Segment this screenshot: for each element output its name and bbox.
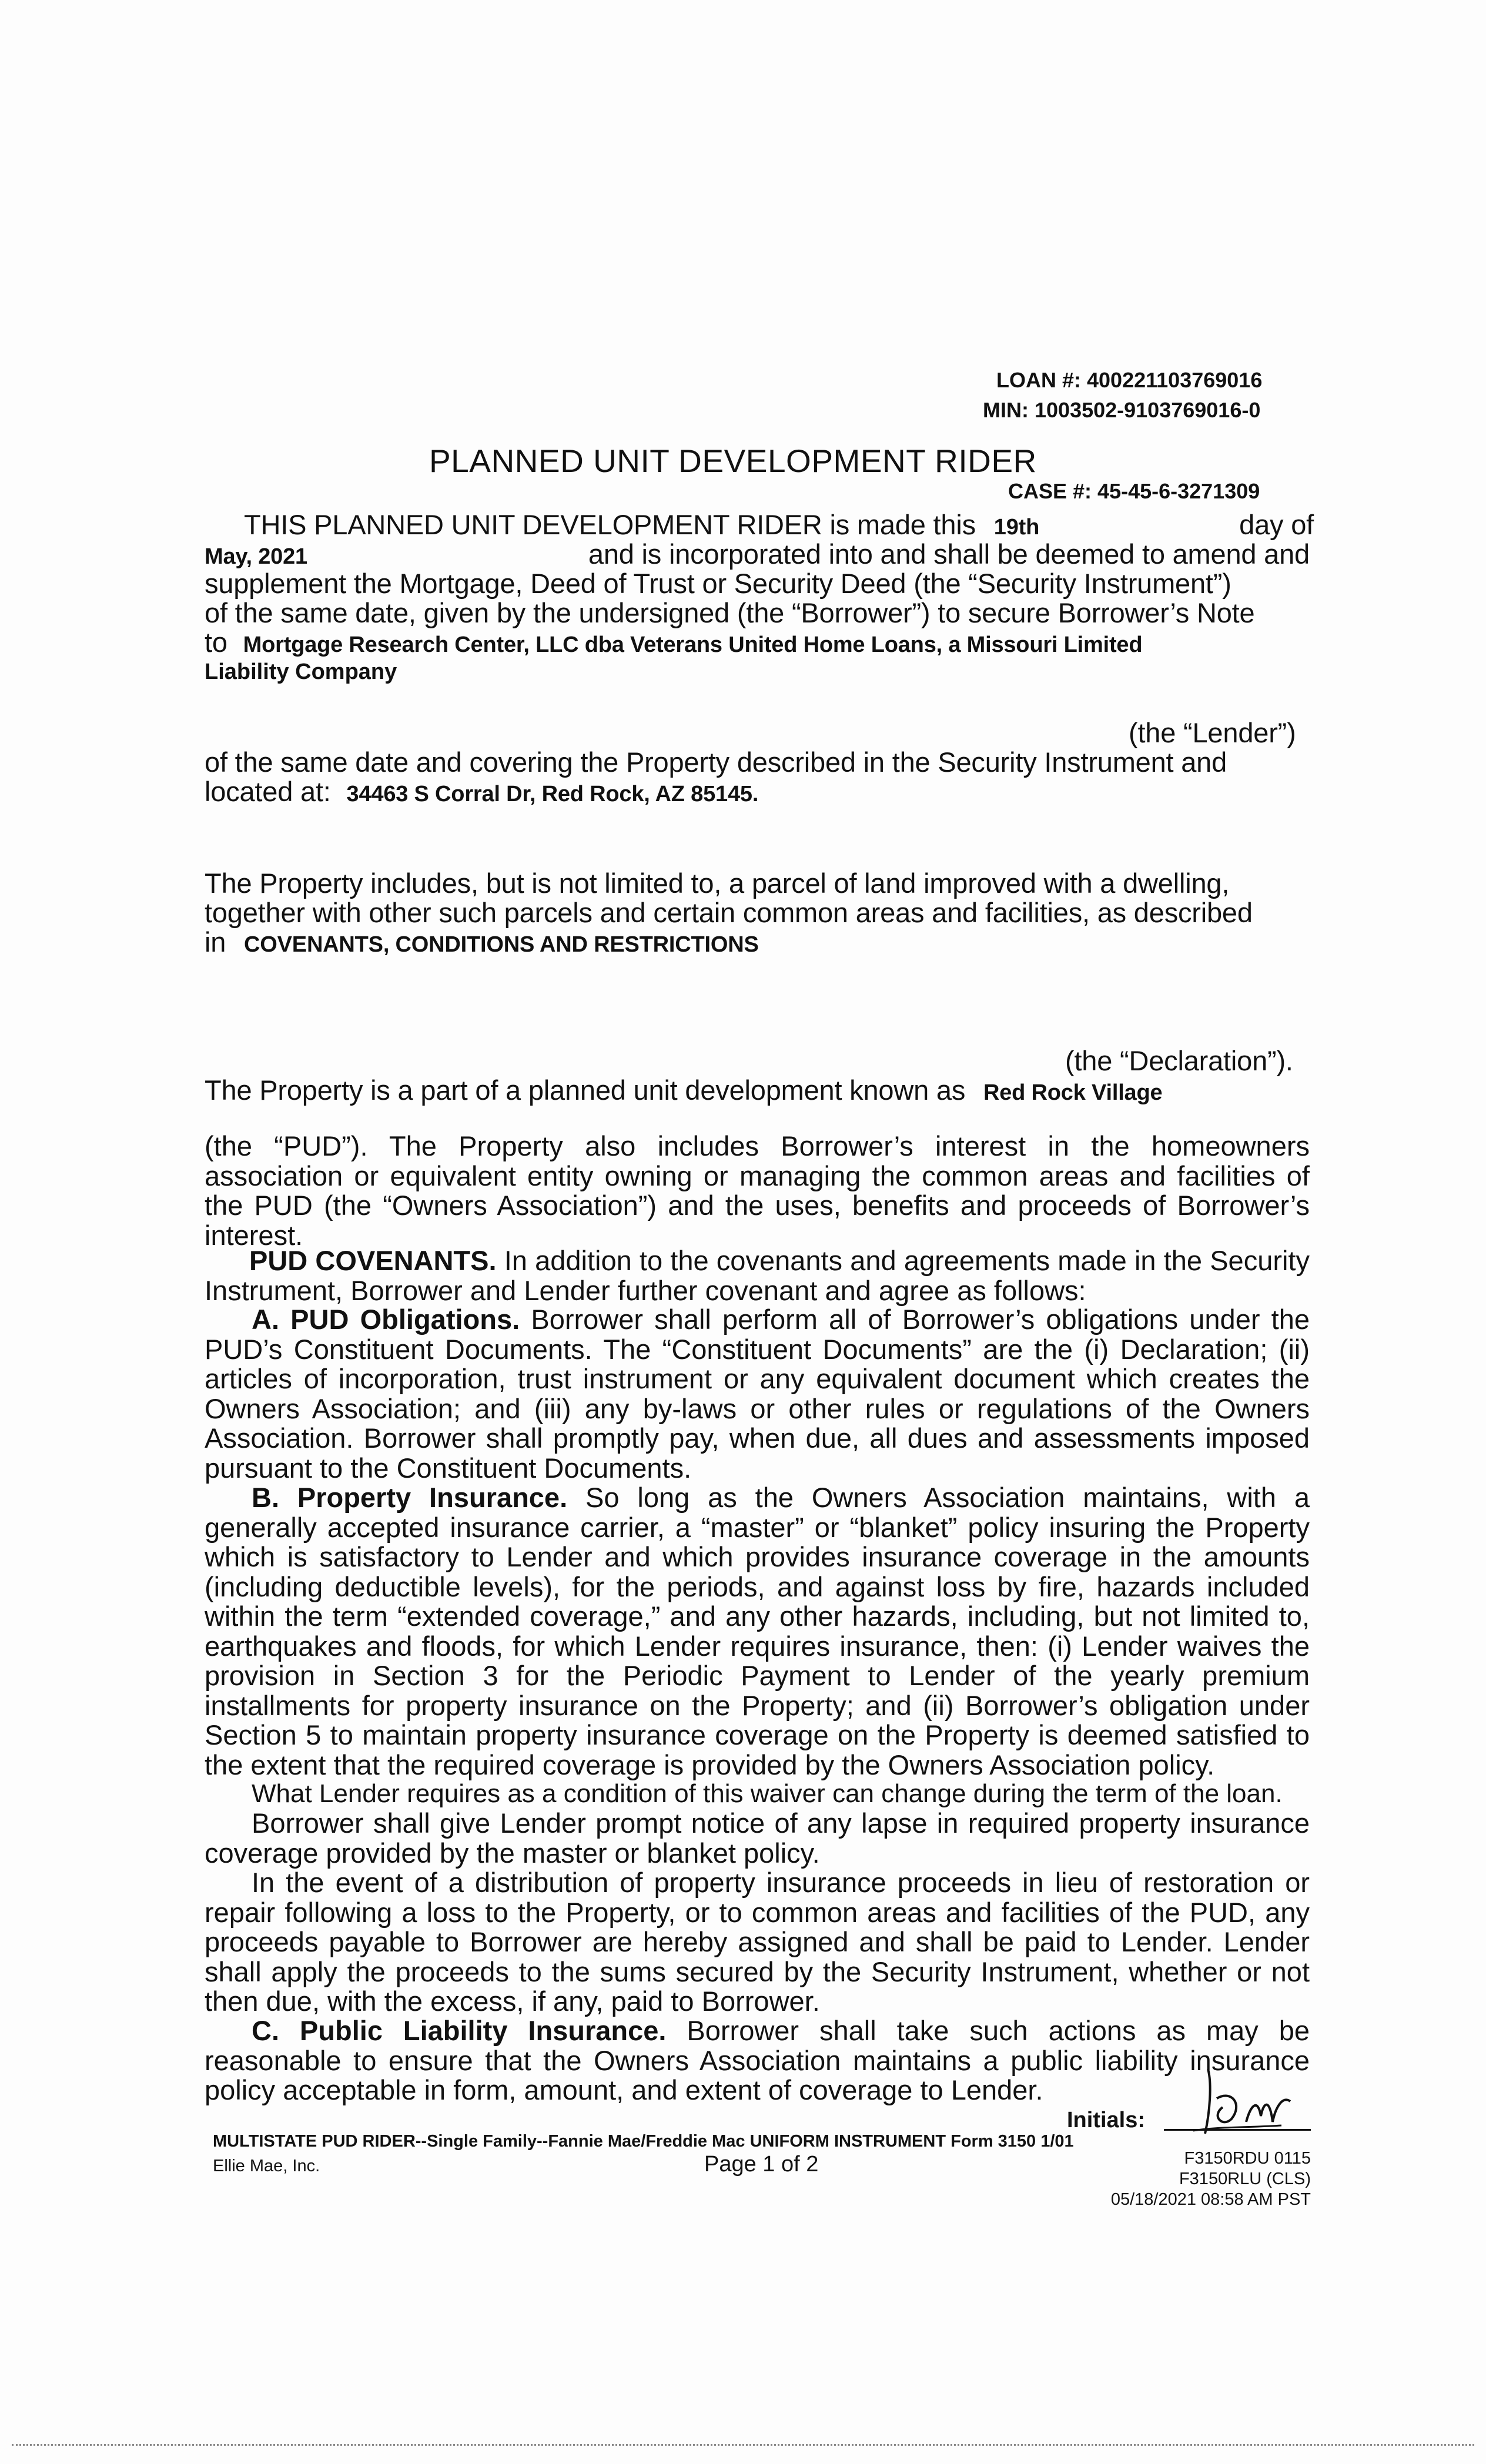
- pud-name: Red Rock Village: [983, 1080, 1163, 1105]
- intro-line-2: [205, 540, 1310, 571]
- intro-line-2-text: and is incorporated into and shall be deemed to amend and: [588, 538, 1310, 570]
- covenants-heading: PUD COVENANTS.: [249, 1245, 497, 1276]
- intro-line-1: [244, 510, 1314, 542]
- address-line: [205, 777, 1310, 809]
- lender-name-1: Mortgage Research Center, LLC dba Veterans United Home Loans, a Missouri Limited: [243, 632, 1143, 657]
- section-a-text: Borrower shall perform all of Borrower’s obligations under the PUD’s Constituent Documents. The “Constituent Documents” are the (i) Declaration; (ii) articles of incorporation, trust instrument or any equivalent document which creates the Owners Association; and (iii) any by-laws or other rules or regulations of the Owners Association. Borrower shall promptly pay, when due, all dues and assessments imposed pursuant to the Constituent Documents.: [205, 1304, 1310, 1484]
- section-c-heading: C. Public Liability Insurance.: [252, 2015, 667, 2046]
- lender-line: [205, 628, 1310, 659]
- form-line: MULTISTATE PUD RIDER--Single Family--Fannie Mae/Freddie Mac UNIFORM INSTRUMENT Form 3150 1/01: [213, 2132, 1074, 2151]
- covenants-intro: [205, 1246, 1310, 1305]
- section-b-text: So long as the Owners Association maintains, with a generally accepted insurance carrier, a “master” or “blanket” policy insuring the Property which is satisfactory to Lender and which provides insurance coverage in the amounts (including deductible levels), for the periods, and against loss by fire, hazards included within the term “extended coverage,” and any other hazards, including, but not limited to, earthquakes and floods, for which Lender requires insurance, then: (i) Lender waives the provision in Section 3 for the Periodic Payment to Lender of the yearly premium installments for property insurance on the Property; and (ii) Borrower’s obligation under Section 5 to maintain property insurance coverage on the Property is deemed satisfied to the extent that the required coverage is provided by the Owners Association policy.: [205, 1482, 1310, 1780]
- day-value: 19th: [993, 515, 1040, 540]
- to-label: to: [205, 627, 227, 658]
- intro-text: THIS PLANNED UNIT DEVELOPMENT RIDER is made this: [244, 509, 976, 540]
- loan-number: 400221103769016: [1087, 368, 1263, 392]
- section-b-heading: B. Property Insurance.: [252, 1482, 568, 1513]
- min-label: MIN:: [983, 398, 1029, 422]
- min-number: 1003502-9103769016-0: [1035, 398, 1261, 422]
- scan-edge-artifact: [12, 2444, 1474, 2446]
- case-number: 45-45-6-3271309: [1097, 479, 1260, 503]
- section-b-proceeds: In the event of a distribution of property insurance proceeds in lieu of restoration or repair following a loss to the Property, or to common areas and facilities of the PUD, any proceeds payable to Borrower are hereby assigned and shall be paid to Lender. Lender shall apply the proceeds to the sums secured by the Security Instrument, whether or not then due, with the excess, if any, paid to Borrower.: [205, 1867, 1310, 2017]
- initials-label: Initials:: [1067, 2108, 1146, 2132]
- vendor-name: Ellie Mae, Inc.: [213, 2157, 320, 2175]
- form-code-2: F3150RLU (CLS): [1179, 2170, 1311, 2188]
- section-a: [205, 1305, 1310, 1483]
- print-timestamp: 05/18/2021 08:58 AM PST: [1110, 2190, 1311, 2209]
- declaration-document: COVENANTS, CONDITIONS AND RESTRICTIONS: [244, 932, 759, 957]
- pud-paragraph: (the “PUD”). The Property also includes Borrower’s interest in the homeowners association or equivalent entity owning or managing the common areas and facilities of the PUD (the “Owners Association”) and the uses, benefits and proceeds of Borrower’s interest.: [205, 1130, 1310, 1251]
- page-title: PLANNED UNIT DEVELOPMENT RIDER: [429, 443, 1037, 479]
- property-line-1: The Property includes, but is not limited to, a parcel of land improved with a dwelling,: [205, 868, 1230, 899]
- intro-line-3: supplement the Mortgage, Deed of Trust or Security Deed (the “Security Instrument”): [205, 568, 1231, 599]
- month-year-value: May, 2021: [205, 544, 307, 569]
- form-code-1: F3150RDU 0115: [1184, 2149, 1311, 2168]
- section-a-heading: A. PUD Obligations.: [252, 1304, 520, 1335]
- section-c-text: Borrower shall take such actions as may be reasonable to ensure that the Owners Association maintains a public liability insurance policy acceptable in form, amount, and extent of coverage to Lender.: [205, 2015, 1310, 2105]
- case-label: CASE #:: [1008, 479, 1092, 503]
- declaration-line: [205, 928, 1310, 959]
- intro-line-4: of the same date, given by the undersigned (the “Borrower”) to secure Borrower’s Note: [205, 597, 1255, 628]
- located-label: located at:: [205, 776, 331, 807]
- section-b-notice: Borrower shall give Lender prompt notice of any lapse in required property insurance coverage provided by the master or blanket policy.: [205, 1807, 1310, 1869]
- lender-label: (the “Lender”): [1129, 717, 1296, 748]
- section-b-waiver: What Lender requires as a condition of this waiver can change during the term of the loan.: [252, 1779, 1283, 1808]
- section-c: [205, 2016, 1310, 2105]
- section-b: [205, 1483, 1310, 1780]
- property-covering-line: of the same date and covering the Property described in the Security Instrument and: [205, 746, 1227, 778]
- property-line-2: together with other such parcels and certain common areas and facilities, as described: [205, 897, 1253, 928]
- loan-number-line: [996, 367, 1262, 393]
- pud-name-line: [205, 1076, 1321, 1107]
- covenants-intro-text: In addition to the covenants and agreements made in the Security Instrument, Borrower and Lender further covenant and agree as follows:: [205, 1245, 1310, 1306]
- pud-prefix: The Property is a part of a planned unit development known as: [205, 1074, 966, 1106]
- page-number: Page 1 of 2: [704, 2152, 819, 2177]
- day-of-text: day of: [1239, 509, 1314, 540]
- case-number-line: [1008, 478, 1260, 504]
- in-label: in: [205, 926, 226, 958]
- loan-label: LOAN #:: [996, 368, 1081, 392]
- property-address: 34463 S Corral Dr, Red Rock, AZ 85145.: [346, 782, 759, 806]
- declaration-label: (the “Declaration”).: [1065, 1045, 1293, 1076]
- lender-name-2: Liability Company: [205, 659, 397, 684]
- min-number-line: [983, 397, 1260, 423]
